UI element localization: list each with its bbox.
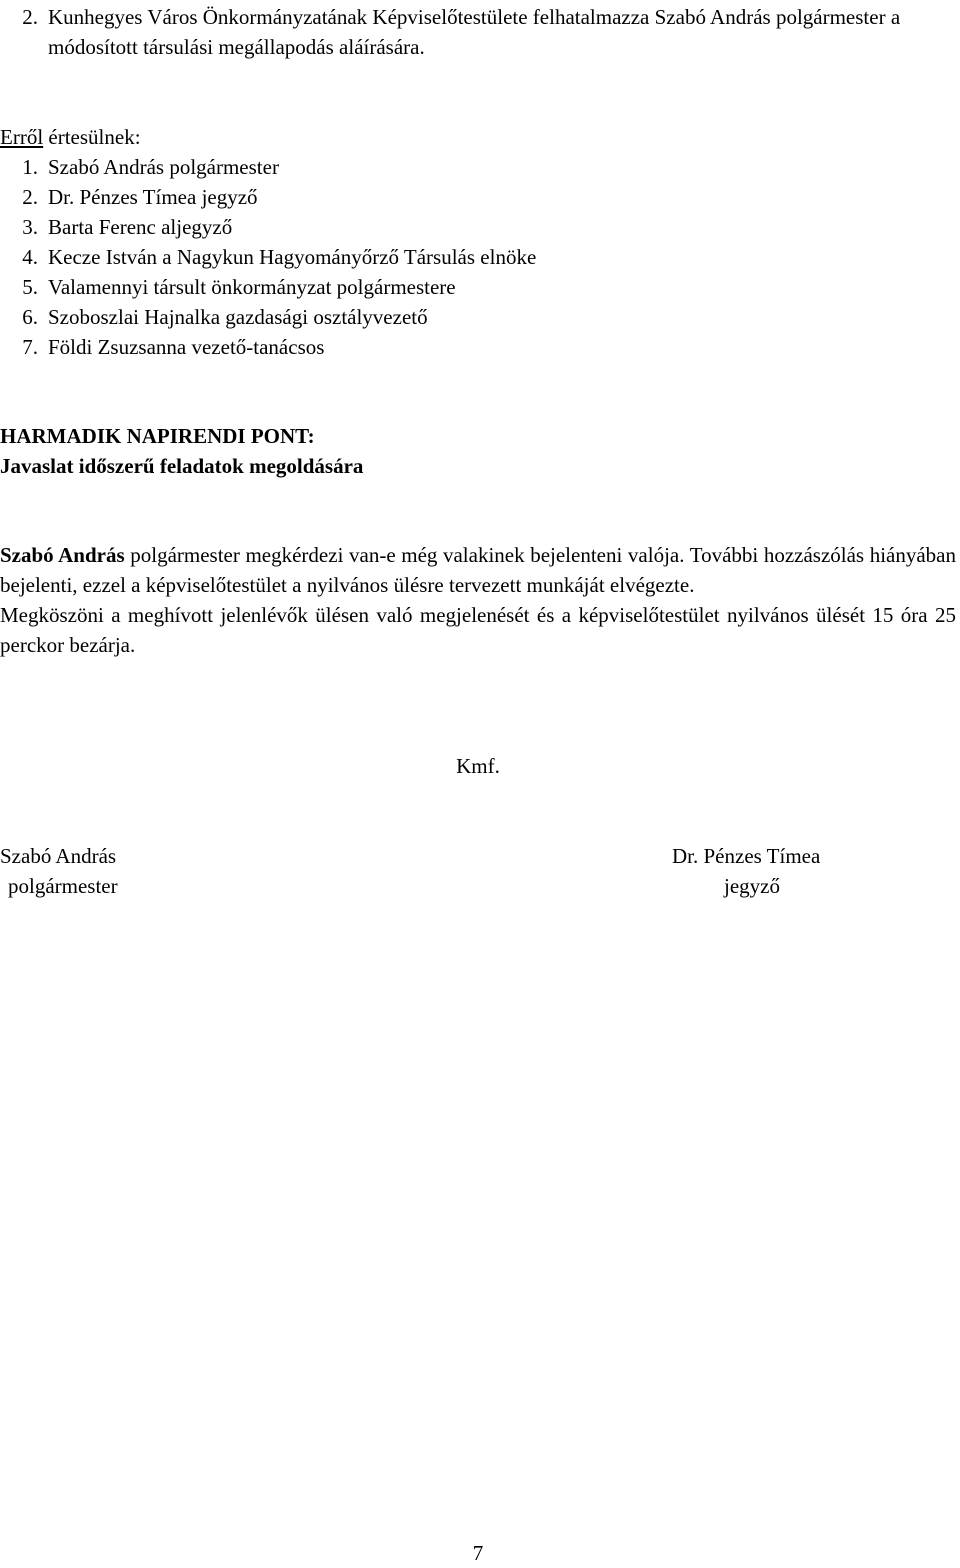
agenda-heading: HARMADIK NAPIRENDI PONT: [0, 424, 315, 448]
list-item-number: 1. [22, 155, 38, 179]
list-item-number: 4. [22, 245, 38, 269]
signatory-title: jegyző [724, 874, 780, 898]
notification-list-item [0, 152, 956, 182]
paragraph-text: polgármester megkérdezi van-e még valakinek bejelenteni valója. További hozzászólás hiányában bejelenti, ezzel a képviselőtestület a nyilvános ülésre tervezett munkáját elvégezte. [0, 543, 956, 597]
list-item-text: Barta Ferenc aljegyző [48, 215, 233, 239]
signatory-name: Dr. Pénzes Tímea [672, 844, 821, 868]
list-item-number: 7. [22, 335, 38, 359]
signature-left [0, 841, 160, 901]
list-item-text: Dr. Pénzes Tímea jegyző [48, 185, 258, 209]
list-item-text: Szabó András polgármester [48, 155, 279, 179]
notification-list-item [0, 332, 956, 362]
list-item-number: 5. [22, 275, 38, 299]
closing-paragraph: Megköszöni a meghívott jelenlévők ülésen való megjelenését és a képviselőtestület nyilvános ülését 15 óra 25 perckor bezárja. [0, 603, 956, 657]
list-item-number: 2. [22, 185, 38, 209]
agenda-heading-block [0, 421, 956, 481]
minutes-body [0, 540, 956, 660]
list-item-number: 6. [22, 305, 38, 329]
signatory-name: Szabó András [0, 844, 117, 868]
agenda-subheading: Javaslat időszerű feladatok megoldására [0, 454, 364, 478]
notification-section [0, 122, 956, 362]
list-item-text: Szoboszlai Hajnalka gazdasági osztályvezető [48, 305, 428, 329]
list-item-text: Földi Zsuzsanna vezető-tanácsos [48, 335, 325, 359]
kmf-label: Kmf. [456, 754, 500, 778]
list-item-text: Valamennyi társult önkormányzat polgármestere [48, 275, 456, 299]
notification-heading [0, 122, 956, 152]
resolution-row [0, 2, 956, 62]
notification-list-item [0, 302, 956, 332]
notification-list-item [0, 182, 956, 212]
notification-title-underlined: Erről [0, 125, 44, 149]
speaker-name: Szabó András [0, 543, 125, 567]
list-item-number: 3. [22, 215, 38, 239]
page-number: 7 [472, 1541, 484, 1565]
list-item-text: Kecze István a Nagykun Hagyományőrző Társulás elnöke [48, 245, 537, 269]
notification-list-item [0, 272, 956, 302]
resolution-text: Kunhegyes Város Önkormányzatának Képviselőtestülete felhatalmazza Szabó András polgármester a módosított társulási megállapodás aláírására. [48, 5, 901, 59]
resolution-item [0, 2, 956, 62]
resolution-number: 2. [22, 5, 38, 29]
notification-title-rest: értesülnek: [43, 125, 141, 149]
notification-list-item [0, 212, 956, 242]
minutes-paragraph [0, 540, 956, 600]
notification-list-item [0, 242, 956, 272]
signatory-title: polgármester [8, 874, 118, 898]
signature-right [672, 841, 872, 901]
